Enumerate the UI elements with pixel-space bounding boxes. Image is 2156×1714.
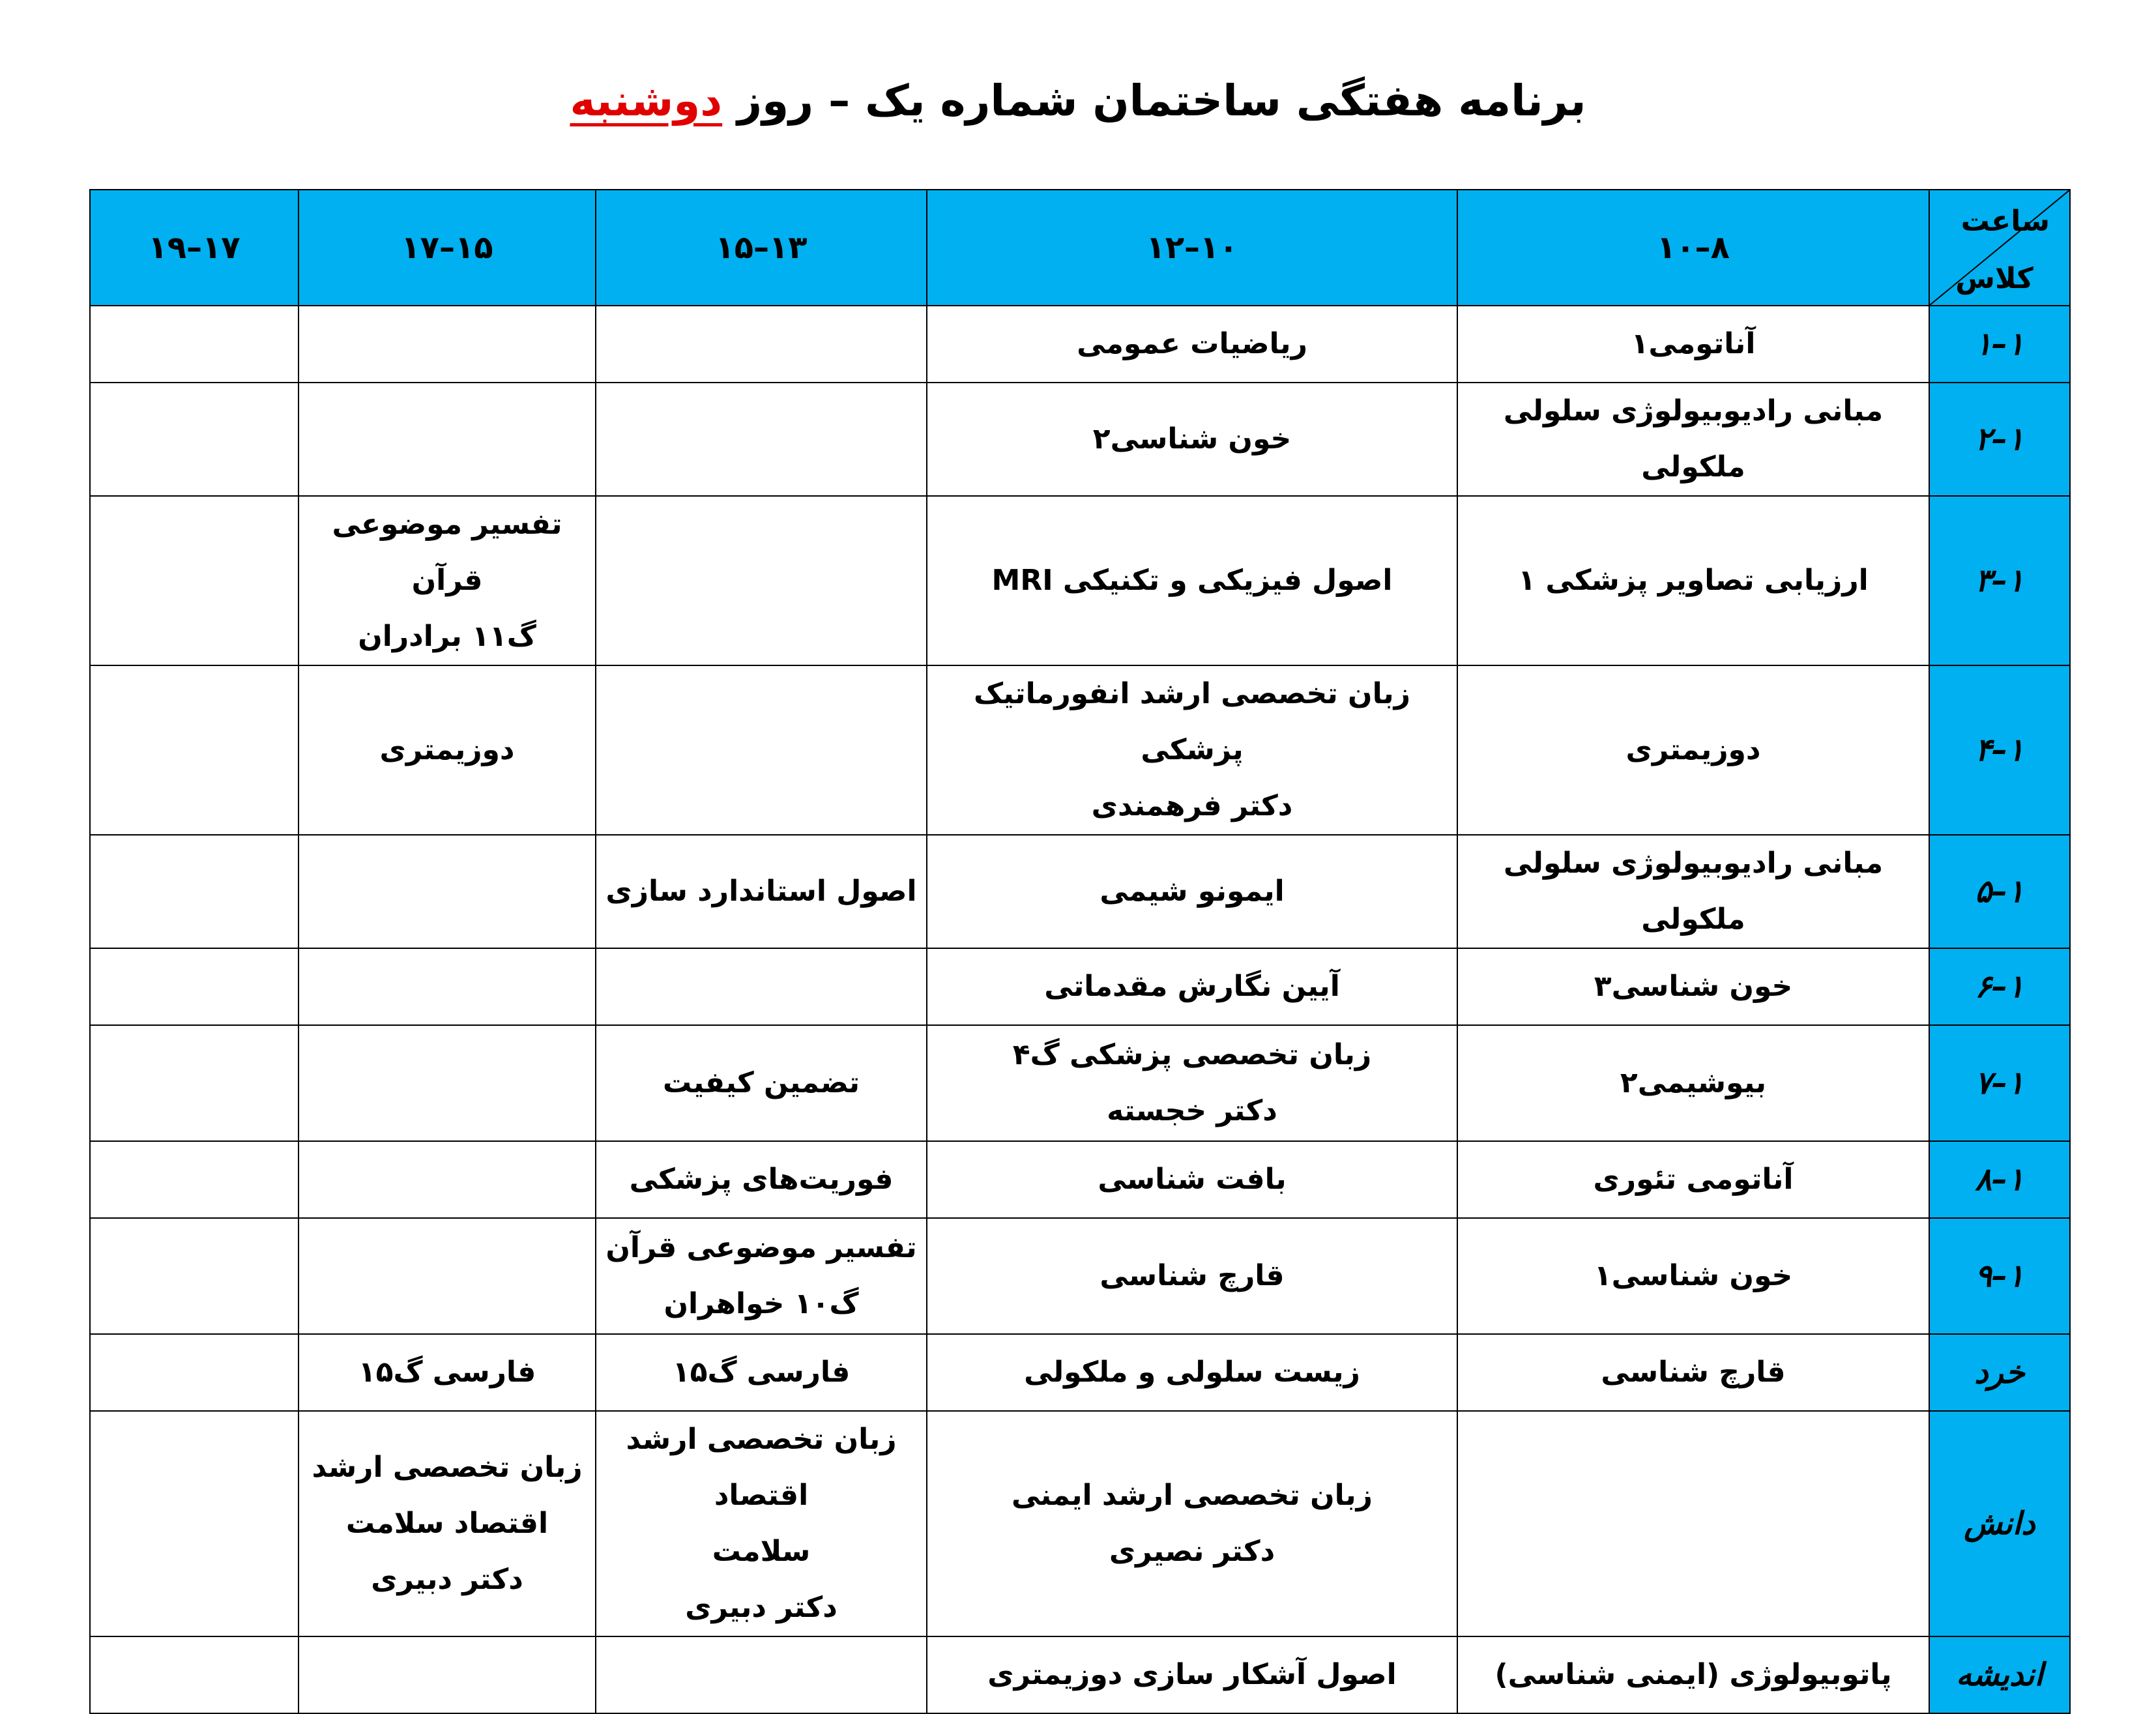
schedule-cell [90, 1218, 299, 1334]
schedule-cell [299, 665, 596, 835]
course-text: خون شناسی۲ [1092, 422, 1292, 456]
course-text: اصول آشکار سازی دوزیمتری [987, 1658, 1397, 1691]
schedule-cell [927, 665, 1457, 835]
course-text: مبانی رادیوبیولوژی سلولی ملکولی [1503, 847, 1884, 936]
schedule-cell [1457, 306, 1929, 383]
schedule-cell [927, 496, 1457, 665]
schedule-cell [1457, 835, 1929, 948]
slot-header: ۱۷–۱۹ [90, 190, 299, 306]
schedule-cell [927, 1334, 1457, 1411]
course-text: دکتر فرهمندی [1091, 789, 1293, 822]
course-text: زبان تخصصی ارشد [312, 1451, 583, 1484]
schedule-cell [299, 1141, 596, 1218]
schedule-row [90, 835, 2070, 948]
schedule-cell [299, 306, 596, 383]
schedule-cell [596, 1334, 927, 1411]
course-text: ارزیابی تصاویر پزشکی ۱ [1518, 564, 1869, 597]
schedule-cell [1457, 1334, 1929, 1411]
schedule-cell [90, 1025, 299, 1141]
schedule-cell [299, 1334, 596, 1411]
schedule-table [89, 189, 2071, 1714]
corner-cell [1929, 190, 2070, 306]
schedule-cell [299, 835, 596, 948]
course-text: ریاضیات عمومی [1077, 327, 1307, 360]
schedule-cell [596, 1025, 927, 1141]
schedule-cell [1457, 1411, 1929, 1636]
schedule-cell [1457, 1218, 1929, 1334]
schedule-cell [596, 835, 927, 948]
schedule-row [90, 306, 2070, 383]
course-text: زیست سلولی و ملکولی [1024, 1356, 1360, 1389]
slot-header: ۱۵–۱۷ [299, 190, 596, 306]
course-text: دکتر دبیری [685, 1591, 838, 1624]
course-text: بیوشیمی۲ [1620, 1066, 1767, 1099]
schedule-cell [927, 1218, 1457, 1334]
course-text: آناتومی تئوری [1593, 1163, 1794, 1196]
class-label: ۱–۵ [1929, 835, 2070, 948]
course-text: گ۱۱ برادران [358, 620, 536, 653]
course-text: بافت شناسی [1098, 1163, 1287, 1196]
page-title [0, 68, 2156, 134]
header-row [90, 190, 2070, 306]
schedule-cell [299, 1411, 596, 1636]
schedule-cell [90, 496, 299, 665]
class-label: ۱–۷ [1929, 1025, 2070, 1141]
schedule-cell [299, 1636, 596, 1713]
course-text: ایمونو شیمی [1100, 875, 1285, 908]
course-text: دوزیمتری [379, 733, 515, 766]
schedule-cell [90, 1141, 299, 1218]
class-label: ۱–۸ [1929, 1141, 2070, 1218]
course-text: دکتر نصیری [1109, 1535, 1275, 1568]
schedule-cell [596, 383, 927, 496]
course-text: اقتصاد سلامت [345, 1507, 549, 1540]
course-text: گ۱۰ خواهران [663, 1287, 859, 1320]
course-text: اصول استاندارد سازی [605, 875, 917, 908]
schedule-cell [1457, 496, 1929, 665]
course-text: دکتر خجسته [1107, 1094, 1277, 1127]
course-text: تفسیر موضوعی قرآن [332, 508, 562, 597]
schedule-row [90, 496, 2070, 665]
title-text: برنامه هفتگی ساختمان شماره یک – روز [722, 76, 1586, 126]
schedule-cell [927, 383, 1457, 496]
schedule-cell [90, 1636, 299, 1713]
course-text: اصول فیزیکی و تکنیکی MRI [991, 564, 1393, 597]
schedule-cell [596, 1141, 927, 1218]
course-text: فوریت‌های پزشکی [629, 1163, 894, 1196]
schedule-row [90, 1025, 2070, 1141]
course-text: فارسی گ۱۵ [672, 1356, 851, 1389]
course-text: زبان تخصصی ارشد ایمنی [1011, 1479, 1373, 1512]
schedule-cell [90, 306, 299, 383]
course-text: قارچ شناسی [1601, 1356, 1786, 1389]
schedule-cell [927, 1411, 1457, 1636]
schedule-cell [299, 496, 596, 665]
course-text: سلامت [712, 1535, 811, 1568]
schedule-cell [927, 1025, 1457, 1141]
schedule-row [90, 948, 2070, 1025]
schedule-cell [1457, 665, 1929, 835]
schedule-row [90, 1636, 2070, 1713]
schedule-row [90, 1411, 2070, 1636]
class-label: ۱–۶ [1929, 948, 2070, 1025]
schedule-cell [927, 1141, 1457, 1218]
schedule-cell [927, 1636, 1457, 1713]
course-text: آناتومی۱ [1631, 327, 1756, 360]
class-label: ۱–۲ [1929, 383, 2070, 496]
slot-header: ۱۳–۱۵ [596, 190, 927, 306]
course-text: آیین نگارش مقدماتی [1044, 970, 1340, 1003]
corner-class-label: کلاس [1955, 262, 2033, 295]
schedule-cell [299, 1025, 596, 1141]
schedule-row [90, 1334, 2070, 1411]
schedule-cell [1457, 1141, 1929, 1218]
schedule-cell [596, 496, 927, 665]
schedule-cell [1457, 1636, 1929, 1713]
schedule-cell [927, 948, 1457, 1025]
course-text: زبان تخصصی ارشد انفورماتیک پزشکی [974, 677, 1410, 766]
schedule-row [90, 1218, 2070, 1334]
class-label: ۱–۳ [1929, 496, 2070, 665]
schedule-cell [299, 383, 596, 496]
schedule-cell [596, 1218, 927, 1334]
course-text: زبان تخصصی پزشکی گ۴ [1012, 1038, 1372, 1071]
course-text: دوزیمتری [1625, 733, 1761, 766]
schedule-cell [90, 1411, 299, 1636]
schedule-cell [299, 948, 596, 1025]
course-text: خون شناسی۱ [1594, 1259, 1793, 1292]
course-text: قارچ شناسی [1100, 1259, 1285, 1292]
schedule-row [90, 383, 2070, 496]
course-text: تضمین کیفیت [662, 1066, 860, 1099]
slot-header: ۸–۱۰ [1457, 190, 1929, 306]
course-text: تفسیر موضوعی قرآن [605, 1231, 917, 1264]
schedule-cell [90, 665, 299, 835]
course-text: زبان تخصصی ارشد اقتصاد [626, 1423, 897, 1512]
schedule-cell [1457, 948, 1929, 1025]
schedule-cell [90, 948, 299, 1025]
class-label: اندیشه [1929, 1636, 2070, 1713]
course-text: فارسی گ۱۵ [358, 1356, 536, 1389]
schedule-cell [90, 835, 299, 948]
slot-header: ۱۰–۱۲ [927, 190, 1457, 306]
class-label: خرد [1929, 1334, 2070, 1411]
class-label: ۱–۱ [1929, 306, 2070, 383]
schedule-cell [596, 1411, 927, 1636]
class-label: ۱–۴ [1929, 665, 2070, 835]
course-text: مبانی رادیوبیولوژی سلولی ملکولی [1503, 394, 1884, 484]
course-text: خون شناسی۳ [1594, 970, 1793, 1003]
corner-hour-label: ساعت [1960, 205, 2050, 238]
schedule-cell [299, 1218, 596, 1334]
title-day: دوشنبه [570, 76, 723, 126]
schedule-cell [1457, 1025, 1929, 1141]
schedule-cell [927, 306, 1457, 383]
schedule-cell [90, 1334, 299, 1411]
schedule-cell [596, 306, 927, 383]
course-text: دکتر دبیری [371, 1563, 523, 1596]
schedule-body [90, 306, 2070, 1713]
schedule-cell [596, 665, 927, 835]
class-label: دانش [1929, 1411, 2070, 1636]
schedule-cell [927, 835, 1457, 948]
schedule-cell [1457, 383, 1929, 496]
schedule-cell [596, 1636, 927, 1713]
schedule-cell [90, 383, 299, 496]
course-text: پاتوبیولوژی (ایمنی شناسی) [1494, 1658, 1892, 1691]
schedule-cell [596, 948, 927, 1025]
class-label: ۱–۹ [1929, 1218, 2070, 1334]
schedule-row [90, 1141, 2070, 1218]
schedule-row [90, 665, 2070, 835]
